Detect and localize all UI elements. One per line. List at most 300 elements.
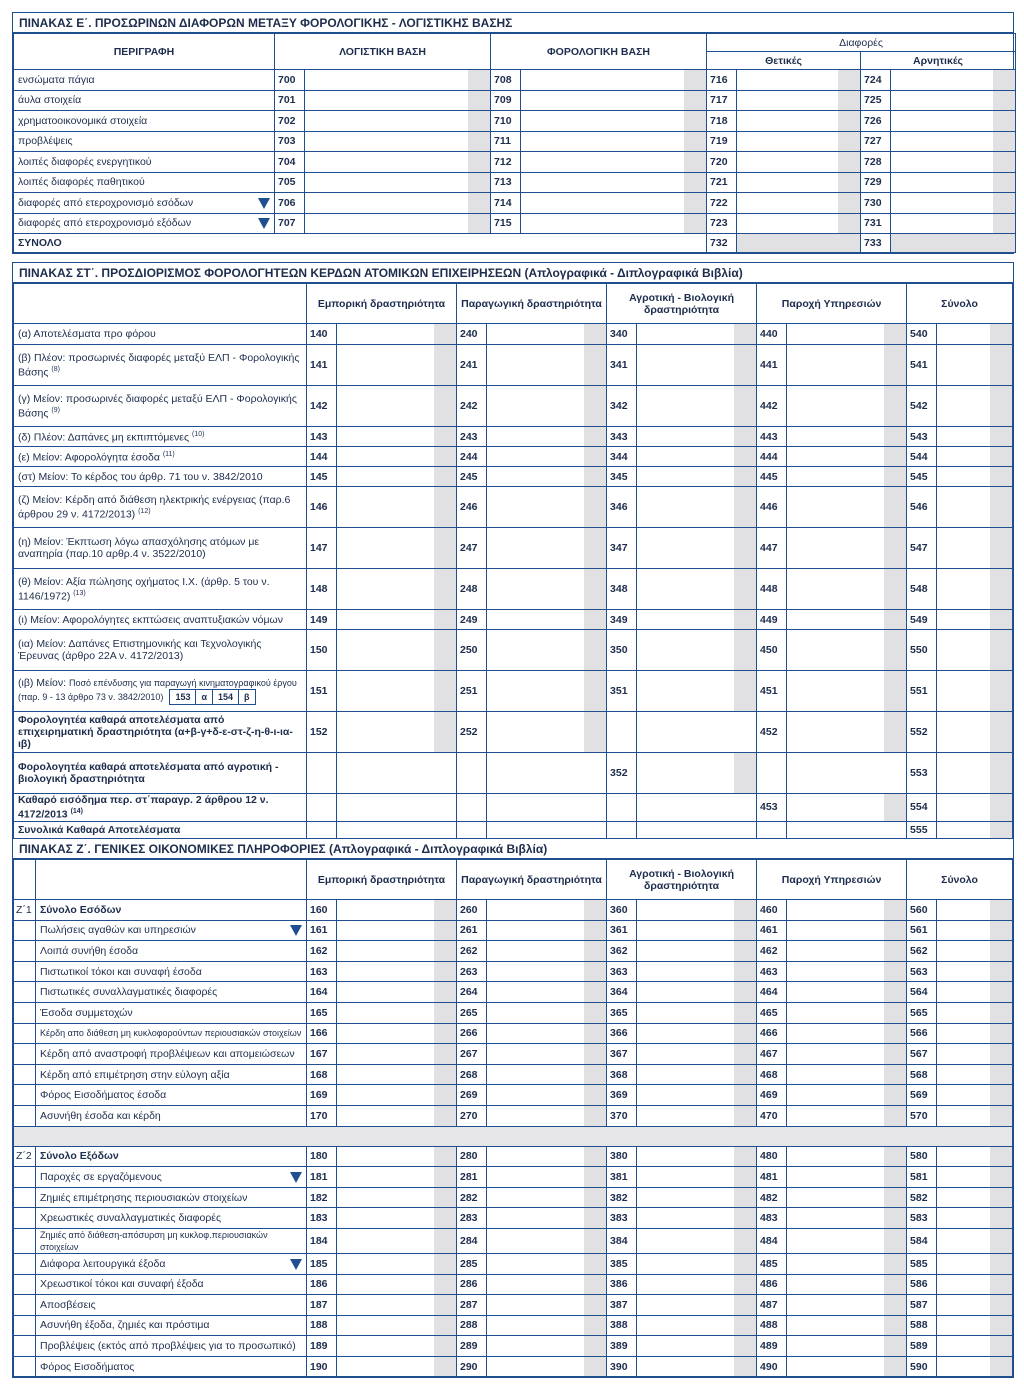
field-code: 481 — [757, 1167, 787, 1188]
value-field[interactable] — [787, 900, 907, 921]
value-field[interactable] — [891, 234, 1016, 253]
sub-code-box: 153 — [169, 689, 196, 705]
value-field[interactable] — [487, 712, 607, 753]
value-field[interactable] — [937, 427, 1013, 447]
value-field[interactable] — [737, 70, 861, 91]
row-label-text: Καθαρό εισόδημα περ. στ΄παραγρ. 2 άρθρου 12 ν. 4172/2013 — [18, 794, 269, 821]
row-label — [36, 1336, 307, 1357]
value-field[interactable] — [787, 1336, 907, 1357]
group-prefix — [14, 1064, 36, 1085]
value-field[interactable] — [637, 961, 757, 982]
value-field[interactable] — [937, 941, 1013, 962]
value-field[interactable] — [487, 1085, 607, 1106]
value-field[interactable] — [337, 920, 457, 941]
group-prefix — [14, 1336, 36, 1357]
value-field[interactable] — [937, 671, 1013, 712]
value-field[interactable] — [787, 794, 907, 822]
value-field[interactable] — [737, 193, 861, 214]
value-field[interactable] — [337, 1085, 457, 1106]
value-field[interactable] — [487, 386, 607, 427]
value-field[interactable] — [487, 427, 607, 447]
value-field[interactable] — [937, 1187, 1013, 1208]
value-field[interactable] — [487, 610, 607, 630]
value-field[interactable] — [937, 467, 1013, 487]
row-label — [14, 386, 307, 427]
value-field[interactable] — [337, 1274, 457, 1295]
value-field[interactable] — [937, 386, 1013, 427]
empty-cell — [757, 753, 787, 794]
value-field[interactable] — [487, 941, 607, 962]
value-field[interactable] — [305, 131, 491, 152]
field-code: 709 — [491, 90, 521, 111]
value-field[interactable] — [787, 1228, 907, 1253]
value-field[interactable] — [337, 1187, 457, 1208]
value-field[interactable] — [787, 1274, 907, 1295]
value-field[interactable] — [937, 1253, 1013, 1274]
value-field[interactable] — [787, 467, 907, 487]
value-field[interactable] — [937, 324, 1013, 345]
table-row — [14, 1085, 1013, 1106]
field-code: 718 — [707, 111, 737, 132]
value-field[interactable] — [891, 193, 1016, 214]
group-prefix — [14, 1002, 36, 1023]
value-field[interactable] — [337, 427, 457, 447]
value-field[interactable] — [487, 630, 607, 671]
row-label-text: Φορολογητέα καθαρά αποτελέσματα από αγροτική - βιολογική δραστηριότητα — [18, 761, 279, 785]
value-field[interactable] — [737, 131, 861, 152]
value-field[interactable] — [787, 1295, 907, 1316]
value-field[interactable] — [521, 131, 707, 152]
table-row — [14, 528, 1013, 569]
field-code: 182 — [307, 1187, 337, 1208]
row-label-text: Προβλέψεις (εκτός από προβλέψεις για το προσωπικό) — [40, 1340, 296, 1353]
row-label — [36, 961, 307, 982]
value-field[interactable] — [637, 610, 757, 630]
table-row — [14, 610, 1013, 630]
value-field[interactable] — [337, 630, 457, 671]
value-field[interactable] — [937, 1002, 1013, 1023]
value-field[interactable] — [337, 1315, 457, 1336]
value-field[interactable] — [337, 1023, 457, 1044]
value-field[interactable] — [337, 1146, 457, 1167]
value-field[interactable] — [937, 1295, 1013, 1316]
value-field[interactable] — [787, 1064, 907, 1085]
value-field[interactable] — [337, 1356, 457, 1377]
value-field[interactable] — [487, 324, 607, 345]
value-field[interactable] — [337, 447, 457, 467]
field-code: 162 — [307, 941, 337, 962]
value-field[interactable] — [937, 1085, 1013, 1106]
row-label-text: χρηματοοικονομικά στοιχεία — [18, 114, 148, 127]
field-code: 723 — [707, 213, 737, 234]
value-field[interactable] — [937, 447, 1013, 467]
value-field[interactable] — [337, 386, 457, 427]
value-field[interactable] — [487, 487, 607, 528]
value-field[interactable] — [787, 961, 907, 982]
value-field[interactable] — [891, 213, 1016, 234]
value-field[interactable] — [337, 1208, 457, 1229]
value-field[interactable] — [487, 920, 607, 941]
value-field[interactable] — [521, 213, 707, 234]
field-code: 141 — [307, 345, 337, 386]
value-field[interactable] — [337, 610, 457, 630]
value-field[interactable] — [337, 941, 457, 962]
value-field[interactable] — [637, 941, 757, 962]
table-row — [14, 1105, 1013, 1126]
row-label — [14, 630, 307, 671]
value-field[interactable] — [337, 324, 457, 345]
value-field[interactable] — [637, 1167, 757, 1188]
value-field[interactable] — [937, 630, 1013, 671]
value-field[interactable] — [521, 70, 707, 91]
value-field[interactable] — [637, 324, 757, 345]
value-field[interactable] — [337, 982, 457, 1003]
field-code: 350 — [607, 630, 637, 671]
value-field[interactable] — [637, 345, 757, 386]
value-field[interactable] — [637, 1187, 757, 1208]
value-field[interactable] — [637, 1228, 757, 1253]
value-field[interactable] — [487, 1064, 607, 1085]
value-field[interactable] — [787, 1023, 907, 1044]
field-code: 715 — [491, 213, 521, 234]
value-field[interactable] — [937, 920, 1013, 941]
table-row — [14, 447, 1013, 467]
field-code: 712 — [491, 152, 521, 173]
value-field[interactable] — [337, 467, 457, 487]
value-field[interactable] — [487, 528, 607, 569]
value-field[interactable] — [337, 345, 457, 386]
value-field[interactable] — [937, 528, 1013, 569]
value-field[interactable] — [637, 1208, 757, 1229]
separator-row — [14, 1126, 1013, 1146]
field-code: 732 — [707, 234, 737, 253]
value-field[interactable] — [487, 447, 607, 467]
value-field[interactable] — [787, 324, 907, 345]
row-label — [14, 90, 275, 111]
value-field[interactable] — [487, 569, 607, 610]
value-field[interactable] — [937, 1023, 1013, 1044]
group-prefix — [14, 1228, 36, 1253]
value-field[interactable] — [891, 131, 1016, 152]
value-field[interactable] — [337, 1002, 457, 1023]
value-field[interactable] — [937, 794, 1013, 822]
value-field[interactable] — [337, 1336, 457, 1357]
field-code: 140 — [307, 324, 337, 345]
field-code: 449 — [757, 610, 787, 630]
value-field[interactable] — [787, 982, 907, 1003]
value-field[interactable] — [487, 1044, 607, 1065]
value-field[interactable] — [787, 671, 907, 712]
value-field[interactable] — [637, 1274, 757, 1295]
sub-code-box[interactable]: α — [195, 689, 213, 705]
value-field[interactable] — [937, 961, 1013, 982]
value-field[interactable] — [787, 941, 907, 962]
value-field[interactable] — [487, 1315, 607, 1336]
value-field[interactable] — [487, 1253, 607, 1274]
value-field[interactable] — [487, 1228, 607, 1253]
field-code: 148 — [307, 569, 337, 610]
value-field[interactable] — [521, 152, 707, 173]
field-code: 386 — [607, 1274, 637, 1295]
value-field[interactable] — [305, 193, 491, 214]
value-field[interactable] — [637, 1002, 757, 1023]
value-field[interactable] — [521, 172, 707, 193]
value-field[interactable] — [487, 1208, 607, 1229]
footnote-ref: (8) — [51, 365, 60, 373]
field-code: 568 — [907, 1064, 937, 1085]
value-field[interactable] — [487, 1295, 607, 1316]
value-field[interactable] — [787, 528, 907, 569]
value-field[interactable] — [787, 1187, 907, 1208]
value-field[interactable] — [937, 1167, 1013, 1188]
value-field[interactable] — [637, 753, 757, 794]
field-code: 546 — [907, 487, 937, 528]
row-label-text: Ζημιές από διάθεση-απόσυρση μη κυκλοφ.περιουσιακών στοιχείων — [40, 1229, 268, 1252]
value-field[interactable] — [737, 234, 861, 253]
value-field[interactable] — [487, 1274, 607, 1295]
value-field[interactable] — [937, 1274, 1013, 1295]
value-field[interactable] — [937, 1064, 1013, 1085]
value-field[interactable] — [637, 630, 757, 671]
value-field[interactable] — [637, 1253, 757, 1274]
value-field[interactable] — [787, 610, 907, 630]
value-field[interactable] — [787, 1208, 907, 1229]
field-code: 242 — [457, 386, 487, 427]
value-field[interactable] — [787, 487, 907, 528]
value-field[interactable] — [787, 1253, 907, 1274]
field-code: 540 — [907, 324, 937, 345]
value-field[interactable] — [637, 1146, 757, 1167]
value-field[interactable] — [787, 920, 907, 941]
row-label — [14, 131, 275, 152]
value-field[interactable] — [891, 152, 1016, 173]
value-field[interactable] — [337, 961, 457, 982]
value-field[interactable] — [487, 1146, 607, 1167]
value-field[interactable] — [787, 386, 907, 427]
field-code: 586 — [907, 1274, 937, 1295]
field-code: 554 — [907, 794, 937, 822]
value-field[interactable] — [337, 1167, 457, 1188]
row-label-text: (στ) Μείον: Το κέρδος του άρθρ. 71 του ν. 3842/2010 — [18, 470, 263, 483]
value-field[interactable] — [337, 487, 457, 528]
value-field[interactable] — [637, 569, 757, 610]
field-code: 447 — [757, 528, 787, 569]
group-prefix — [14, 1253, 36, 1274]
field-code: 267 — [457, 1044, 487, 1065]
value-field[interactable] — [937, 1208, 1013, 1229]
value-field[interactable] — [487, 1002, 607, 1023]
value-field[interactable] — [637, 900, 757, 921]
value-field[interactable] — [737, 111, 861, 132]
value-field[interactable] — [305, 152, 491, 173]
value-field[interactable] — [521, 90, 707, 111]
field-code: 451 — [757, 671, 787, 712]
value-field[interactable] — [637, 671, 757, 712]
value-field[interactable] — [487, 982, 607, 1003]
value-field[interactable] — [305, 213, 491, 234]
value-field[interactable] — [305, 111, 491, 132]
value-field[interactable] — [487, 1023, 607, 1044]
value-field[interactable] — [337, 1105, 457, 1126]
row-label — [14, 213, 275, 234]
value-field[interactable] — [637, 487, 757, 528]
value-field[interactable] — [937, 753, 1013, 794]
field-code: 260 — [457, 900, 487, 921]
field-code: 561 — [907, 920, 937, 941]
value-field[interactable] — [637, 467, 757, 487]
value-field[interactable] — [787, 1002, 907, 1023]
value-field[interactable] — [337, 712, 457, 753]
table-row — [14, 487, 1013, 528]
value-field[interactable] — [787, 1167, 907, 1188]
value-field[interactable] — [891, 172, 1016, 193]
field-code: 565 — [907, 1002, 937, 1023]
value-field[interactable] — [787, 1356, 907, 1377]
value-field[interactable] — [787, 427, 907, 447]
value-field[interactable] — [637, 1315, 757, 1336]
field-code: 281 — [457, 1167, 487, 1188]
value-field[interactable] — [337, 1295, 457, 1316]
value-field[interactable] — [305, 70, 491, 91]
value-field[interactable] — [637, 920, 757, 941]
value-field[interactable] — [937, 1105, 1013, 1126]
table-row — [14, 821, 1013, 839]
group-prefix — [14, 1105, 36, 1126]
value-field[interactable] — [937, 345, 1013, 386]
value-field[interactable] — [937, 1044, 1013, 1065]
value-field[interactable] — [937, 1146, 1013, 1167]
value-field[interactable] — [787, 447, 907, 467]
value-field[interactable] — [487, 1187, 607, 1208]
value-field[interactable] — [337, 1044, 457, 1065]
value-field[interactable] — [891, 70, 1016, 91]
value-field[interactable] — [937, 569, 1013, 610]
value-field[interactable] — [891, 90, 1016, 111]
value-field[interactable] — [487, 467, 607, 487]
field-code: 187 — [307, 1295, 337, 1316]
value-field[interactable] — [637, 1336, 757, 1357]
sub-code-box[interactable]: β — [238, 689, 256, 705]
row-label — [36, 1023, 307, 1044]
value-field[interactable] — [521, 193, 707, 214]
row-label — [36, 1228, 307, 1253]
value-field[interactable] — [787, 1146, 907, 1167]
value-field[interactable] — [487, 671, 607, 712]
value-field[interactable] — [937, 1228, 1013, 1253]
value-field[interactable] — [787, 569, 907, 610]
value-field[interactable] — [737, 213, 861, 234]
value-field[interactable] — [487, 1336, 607, 1357]
value-field[interactable] — [737, 152, 861, 173]
value-field[interactable] — [487, 961, 607, 982]
value-field[interactable] — [891, 111, 1016, 132]
value-field[interactable] — [487, 1105, 607, 1126]
value-field[interactable] — [937, 821, 1013, 839]
value-field[interactable] — [787, 630, 907, 671]
value-field[interactable] — [337, 1253, 457, 1274]
value-field[interactable] — [337, 569, 457, 610]
table-st-header-commercial: Εμπορική δραστηριότητα — [307, 284, 457, 324]
field-code: 441 — [757, 345, 787, 386]
value-field[interactable] — [937, 610, 1013, 630]
value-field[interactable] — [787, 1085, 907, 1106]
table-st-title — [13, 263, 1013, 283]
value-field[interactable] — [637, 1044, 757, 1065]
table-row — [14, 900, 1013, 921]
value-field[interactable] — [637, 1356, 757, 1377]
row-label — [36, 1253, 307, 1274]
empty-cell — [457, 794, 487, 822]
value-field[interactable] — [637, 528, 757, 569]
value-field[interactable] — [937, 982, 1013, 1003]
value-field[interactable] — [937, 1356, 1013, 1377]
value-field[interactable] — [637, 1023, 757, 1044]
value-field[interactable] — [937, 1336, 1013, 1357]
row-label-small: Ποσό επένδυσης για παραγωγή κινηματογραφικού έργου — [68, 678, 297, 688]
value-field[interactable] — [787, 712, 907, 753]
field-code: 541 — [907, 345, 937, 386]
value-field[interactable] — [337, 671, 457, 712]
value-field[interactable] — [337, 1228, 457, 1253]
table-row — [14, 1023, 1013, 1044]
value-field[interactable] — [637, 982, 757, 1003]
field-code: 240 — [457, 324, 487, 345]
value-field[interactable] — [937, 487, 1013, 528]
value-field[interactable] — [637, 1085, 757, 1106]
value-field[interactable] — [487, 345, 607, 386]
value-field[interactable] — [937, 1315, 1013, 1336]
value-field[interactable] — [637, 1105, 757, 1126]
value-field[interactable] — [637, 386, 757, 427]
value-field[interactable] — [787, 1044, 907, 1065]
table-row — [14, 213, 1016, 234]
empty-cell — [307, 753, 337, 794]
value-field[interactable] — [487, 1167, 607, 1188]
table-e-subtitle: ΠΡΟΣΩΡΙΝΩΝ ΔΙΑΦΟΡΩΝ ΜΕΤΑΞΥ ΦΟΡΟΛΟΓΙΚΗΣ - ΛΟΓΙΣΤΙΚΗΣ ΒΑΣΗΣ — [94, 16, 513, 30]
value-field[interactable] — [487, 900, 607, 921]
table-row — [14, 1274, 1013, 1295]
row-label — [36, 920, 307, 941]
value-field[interactable] — [487, 1356, 607, 1377]
value-field[interactable] — [737, 172, 861, 193]
value-field[interactable] — [337, 900, 457, 921]
value-field[interactable] — [637, 447, 757, 467]
value-field[interactable] — [337, 1064, 457, 1085]
value-field[interactable] — [787, 1105, 907, 1126]
row-label — [14, 467, 307, 487]
value-field[interactable] — [305, 172, 491, 193]
field-code: 448 — [757, 569, 787, 610]
field-code: 341 — [607, 345, 637, 386]
empty-cell — [787, 753, 907, 794]
value-field[interactable] — [737, 90, 861, 111]
field-code: 543 — [907, 427, 937, 447]
value-field[interactable] — [637, 427, 757, 447]
value-field[interactable] — [305, 90, 491, 111]
field-code: 551 — [907, 671, 937, 712]
value-field[interactable] — [637, 1064, 757, 1085]
value-field[interactable] — [787, 1315, 907, 1336]
table-row — [14, 630, 1013, 671]
footnote-ref: (11) — [162, 451, 175, 459]
field-code: 486 — [757, 1274, 787, 1295]
value-field[interactable] — [637, 1295, 757, 1316]
value-field[interactable] — [521, 111, 707, 132]
value-field[interactable] — [937, 712, 1013, 753]
value-field[interactable] — [937, 900, 1013, 921]
value-field[interactable] — [787, 345, 907, 386]
value-field[interactable] — [337, 528, 457, 569]
